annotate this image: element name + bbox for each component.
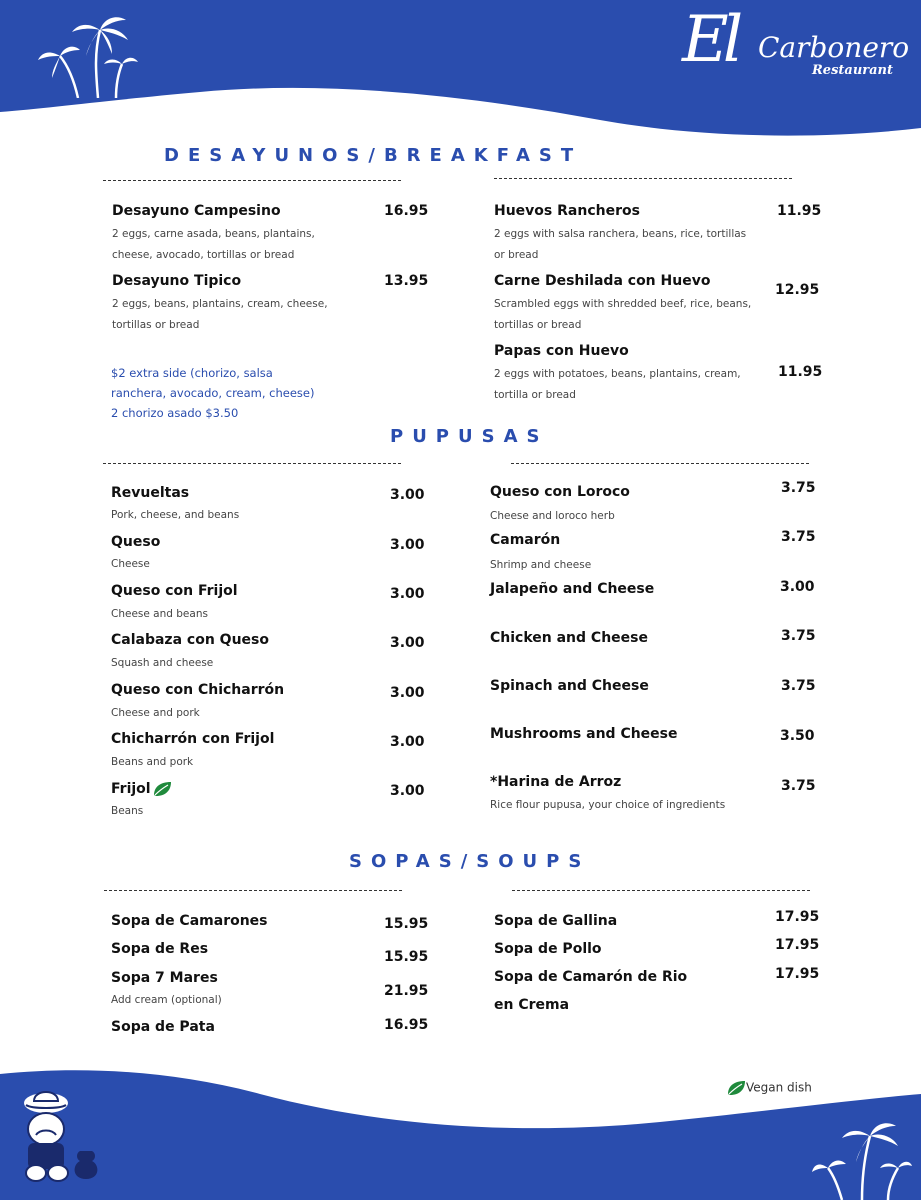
menu-item-desc: Add cream (optional) — [111, 994, 222, 1006]
menu-item-desc: Squash and cheese — [111, 657, 214, 669]
menu-item-price: 15.95 — [384, 949, 429, 965]
menu-item-name: Revueltas — [111, 485, 190, 501]
menu-item-price: 3.00 — [390, 487, 425, 503]
menu-item-name-cont: en Crema — [494, 997, 570, 1013]
menu-item-price: 11.95 — [778, 364, 823, 380]
menu-item-price: 3.00 — [390, 537, 425, 553]
soups-title: SOPAS/SOUPS — [349, 851, 591, 872]
menu-item-price: 3.50 — [780, 728, 815, 744]
menu-item-name: Jalapeño and Cheese — [490, 581, 655, 597]
mascot-icon — [20, 1085, 102, 1185]
menu-item-name: Desayuno Campesino — [112, 203, 281, 219]
menu-item-desc: 2 eggs with salsa ranchera, beans, rice, tortillas or bread — [494, 228, 747, 261]
menu-item-desc: Rice flour pupusa, your choice of ingredients — [490, 799, 726, 811]
menu-item-name: *Harina de Arroz — [490, 774, 622, 790]
menu-item-price: 17.95 — [775, 966, 820, 982]
menu-item-name: Sopa de Camarón de Rio — [494, 969, 688, 985]
menu-item-price: 3.75 — [781, 778, 816, 794]
menu-item-desc: Beans — [111, 805, 144, 817]
extra-side-note — [111, 363, 351, 423]
menu-item-price: 3.00 — [390, 586, 425, 602]
menu-item-price: 21.95 — [384, 983, 429, 999]
menu-item-name: Calabaza con Queso — [111, 632, 269, 648]
pupusas-rule-right — [511, 463, 809, 464]
menu-item-price: 3.00 — [390, 635, 425, 651]
menu-item-name: Camarón — [490, 532, 561, 548]
menu-item-name: Sopa 7 Mares — [111, 970, 218, 986]
soups-rule-right — [512, 890, 810, 891]
menu-item-name: Sopa de Pata — [111, 1019, 215, 1035]
menu-item-name: Mushrooms and Cheese — [490, 726, 678, 742]
menu-item-name: Queso con Chicharrón — [111, 682, 285, 698]
menu-item-name: Huevos Rancheros — [494, 203, 640, 219]
menu-item-name: Sopa de Res — [111, 941, 209, 957]
menu-item-price: 3.75 — [781, 480, 816, 496]
menu-item-desc: 2 eggs with potatoes, beans, plantains, cream, tortilla or bread — [494, 368, 741, 401]
note-line: $2 extra side (chorizo, salsa — [111, 366, 273, 380]
breakfast-title: DESAYUNOS/BREAKFAST — [164, 145, 583, 166]
note-line: ranchera, avocado, cream, cheese) — [111, 386, 315, 400]
menu-item-price: 3.75 — [781, 529, 816, 545]
pupusas-rule-left — [103, 463, 401, 464]
menu-item-name: Papas con Huevo — [494, 343, 629, 359]
menu-item-name: Desayuno Tipico — [112, 273, 242, 289]
menu-item-desc: Cheese and beans — [111, 608, 208, 620]
note-line: 2 chorizo asado $3.50 — [111, 406, 239, 420]
menu-item-desc: 2 eggs, beans, plantains, cream, cheese, tortillas or bread — [112, 298, 328, 331]
menu-item-name: Sopa de Camarones — [111, 913, 268, 929]
menu-item-price: 11.95 — [777, 203, 822, 219]
menu-item-name: Frijol — [111, 781, 151, 797]
menu-item-desc: Beans and pork — [111, 756, 194, 768]
menu-item-price: 13.95 — [384, 273, 429, 289]
leaf-icon — [152, 781, 172, 797]
breakfast-rule-left — [103, 180, 401, 181]
menu-item-desc: Shrimp and cheese — [490, 559, 592, 571]
menu-item-name: Queso con Loroco — [490, 484, 630, 500]
menu-item-name: Carne Deshilada con Huevo — [494, 273, 711, 289]
menu-item-name: Sopa de Pollo — [494, 941, 602, 957]
footer-wave — [0, 1060, 921, 1200]
menu-item-name: Chicken and Cheese — [490, 630, 648, 646]
menu-item-price: 3.00 — [780, 579, 815, 595]
menu-item-price: 3.00 — [390, 783, 425, 799]
menu-item-desc: Cheese and loroco herb — [490, 510, 615, 522]
palm-trees-icon — [38, 14, 138, 98]
menu-item-name: Queso — [111, 534, 161, 550]
menu-item-price: 16.95 — [384, 203, 429, 219]
breakfast-rule-right — [494, 178, 792, 179]
menu-item-name: Chicharrón con Frijol — [111, 731, 275, 747]
pupusas-title: PUPUSAS — [390, 426, 549, 447]
menu-item-name: Sopa de Gallina — [494, 913, 618, 929]
menu-item-price: 3.75 — [781, 628, 816, 644]
menu-item-price: 3.00 — [390, 734, 425, 750]
menu-item-price: 15.95 — [384, 916, 429, 932]
menu-item-desc: Cheese and pork — [111, 707, 200, 719]
logo-name: Carbonero — [758, 31, 910, 64]
menu-item-desc: 2 eggs, carne asada, beans, plantains, cheese, avocado, tortillas or bread — [112, 228, 315, 261]
menu-item-price: 12.95 — [775, 282, 820, 298]
menu-item-price: 17.95 — [775, 937, 820, 953]
header-wave — [0, 0, 921, 150]
menu-item-name: Queso con Frijol — [111, 583, 238, 599]
menu-item-price: 17.95 — [775, 909, 820, 925]
menu-item-name: Spinach and Cheese — [490, 678, 649, 694]
palm-trees-icon — [812, 1118, 912, 1200]
menu-item-desc: Pork, cheese, and beans — [111, 509, 240, 521]
menu-item-desc: Scrambled eggs with shredded beef, rice, beans, tortillas or bread — [494, 298, 752, 331]
menu-item-desc: Cheese — [111, 558, 150, 570]
menu-item-price: 3.75 — [781, 678, 816, 694]
soups-rule-left — [104, 890, 402, 891]
menu-item-price: 16.95 — [384, 1017, 429, 1033]
logo-subtitle: Restaurant — [812, 63, 894, 78]
logo-el: El — [682, 3, 738, 77]
vegan-legend-label: Vegan dish — [746, 1080, 812, 1095]
menu-item-price: 3.00 — [390, 685, 425, 701]
